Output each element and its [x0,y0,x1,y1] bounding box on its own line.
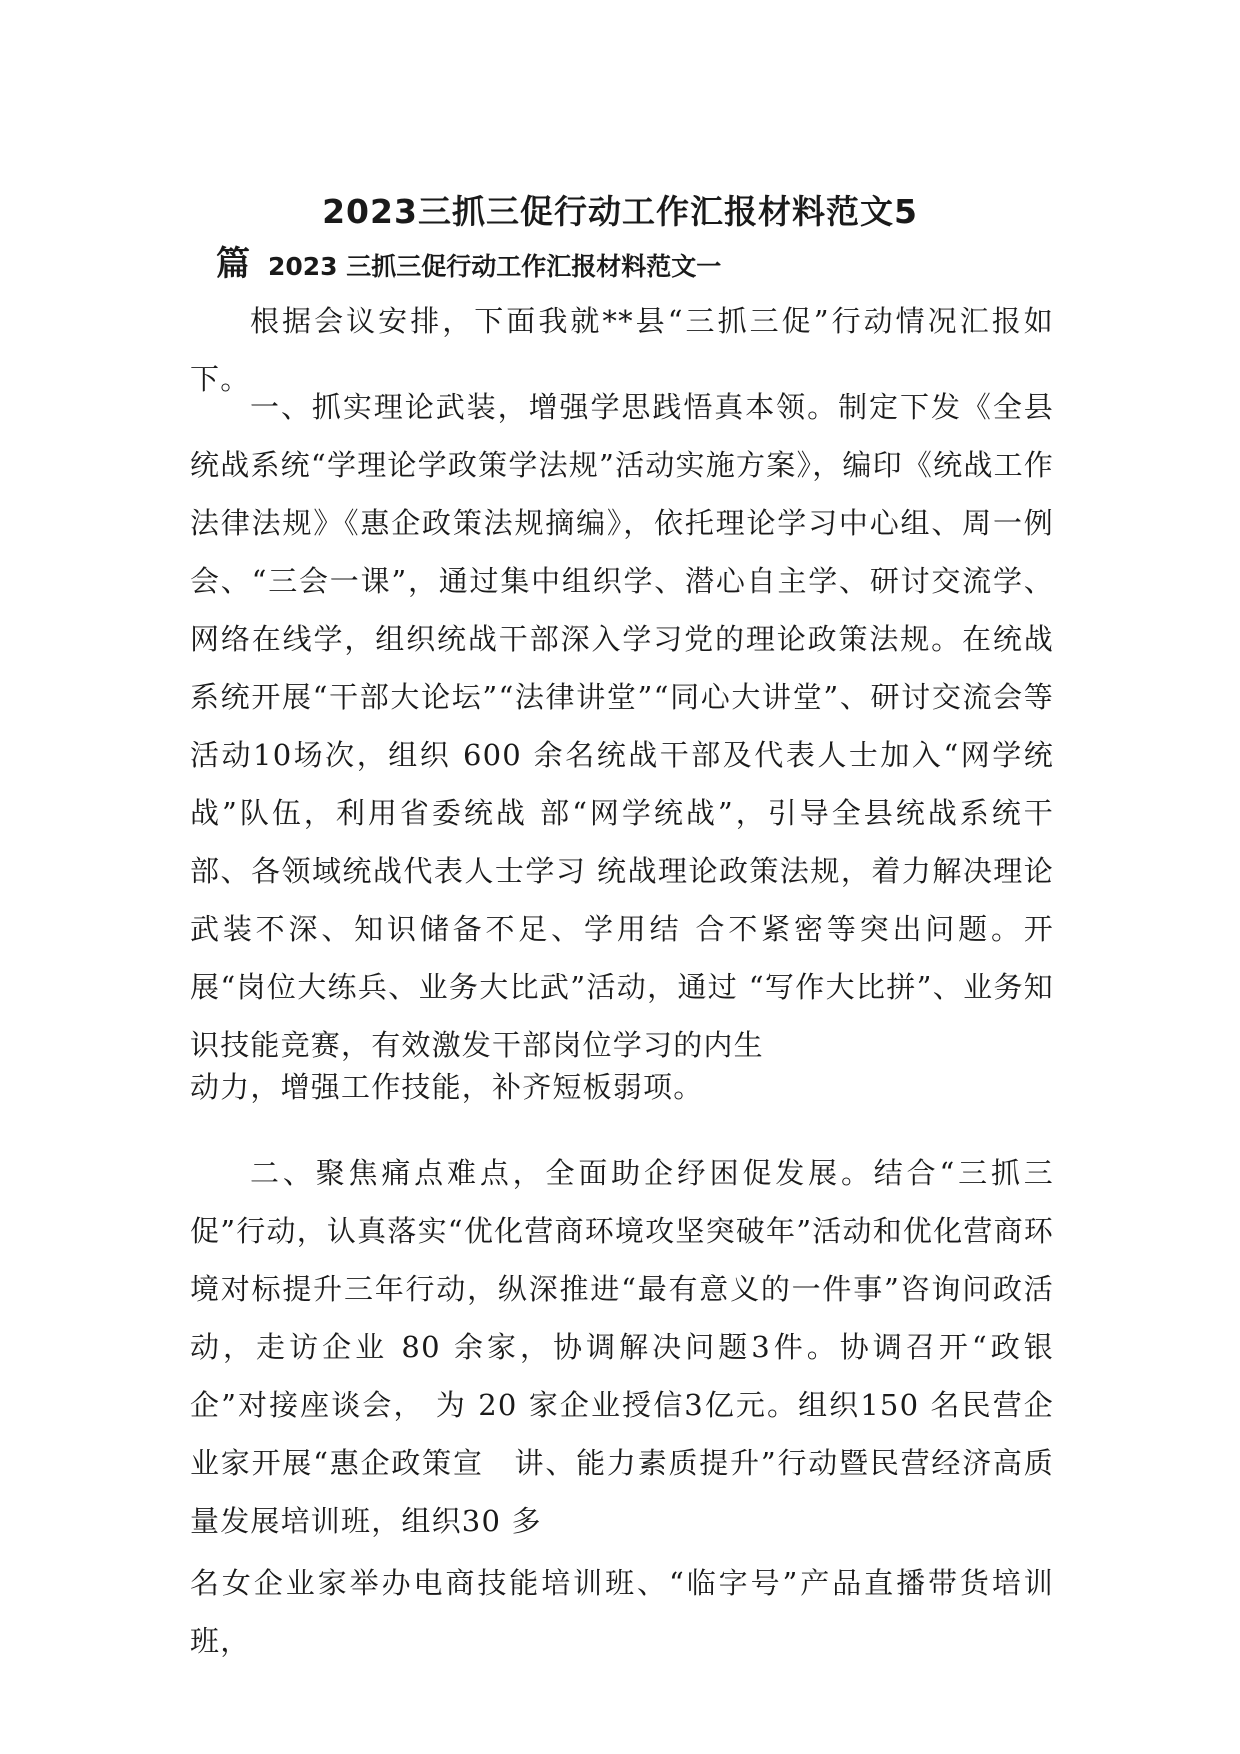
document-title: 2023三抓三促行动工作汇报材料范文5 [322,192,918,231]
document-subtitle [216,246,1036,285]
paragraph-intro: 根据会议安排，下面我就**县“三抓三促”行动情况汇报如下。 [190,304,1054,396]
paragraph-section-two: 二、聚焦痛点难点，全面助企纾困促发展。结合“三抓三促”行动，认真落实“优化营商环境攻坚突破年”活动和优化营商环境对标提升三年行动，纵深推进“最有意义的一件事”咨询问政活动，走访企业 80 余家，协调解决问题3件。协调召开“政银企”对接座谈会， 为 20 家企业授信3亿元。组织150 名民营企业家开展“惠企政策宣 讲、能力素质提升”行动暨民营经济高质量发展培训班，组织30 多 [190,1156,1054,1538]
subtitle-text: 2023 三抓三促行动工作汇报材料范文一 [268,252,722,281]
subtitle-prefix: 篇 [216,244,250,284]
paragraph-section-one: 一、抓实理论武装，增强学思践悟真本领。制定下发《全县统战系统“学理论学政策学法规”活动实施方案》，编印《统战工作法律法规》《惠企政策法规摘编》，依托理论学习中心组、周一例会、“三会一课”，通过集中组织学、潜心自主学、研讨交流学、网络在线学，组织统战干部深入学习党的理论政策法规。在统战系统开展“干部大论坛”“法律讲堂”“同心大讲堂”、研讨交流会等活动10场次，组织 600 余名统战干部及代表人士加入“网学统战”队伍，利用省委统战 部“网学统战”，引导全县统战系统干部、各领域统战代表人士学习 统战理论政策法规，着力解决理论武装不深、知识储备不足、学用结 合不紧密等突出问题。开展“岗位大练兵、业务大比武”活动，通过 “写作大比拼”、业务知识技能竞赛，有效激发干部岗位学习的内生 [190,390,1054,1062]
paragraph-section-one-continued: 动力，增强工作技能，补齐短板弱项。 [190,1070,704,1104]
paragraph-section-two-continued: 名女企业家举办电商技能培训班、“临字号”产品直播带货培训班， [190,1566,1054,1658]
